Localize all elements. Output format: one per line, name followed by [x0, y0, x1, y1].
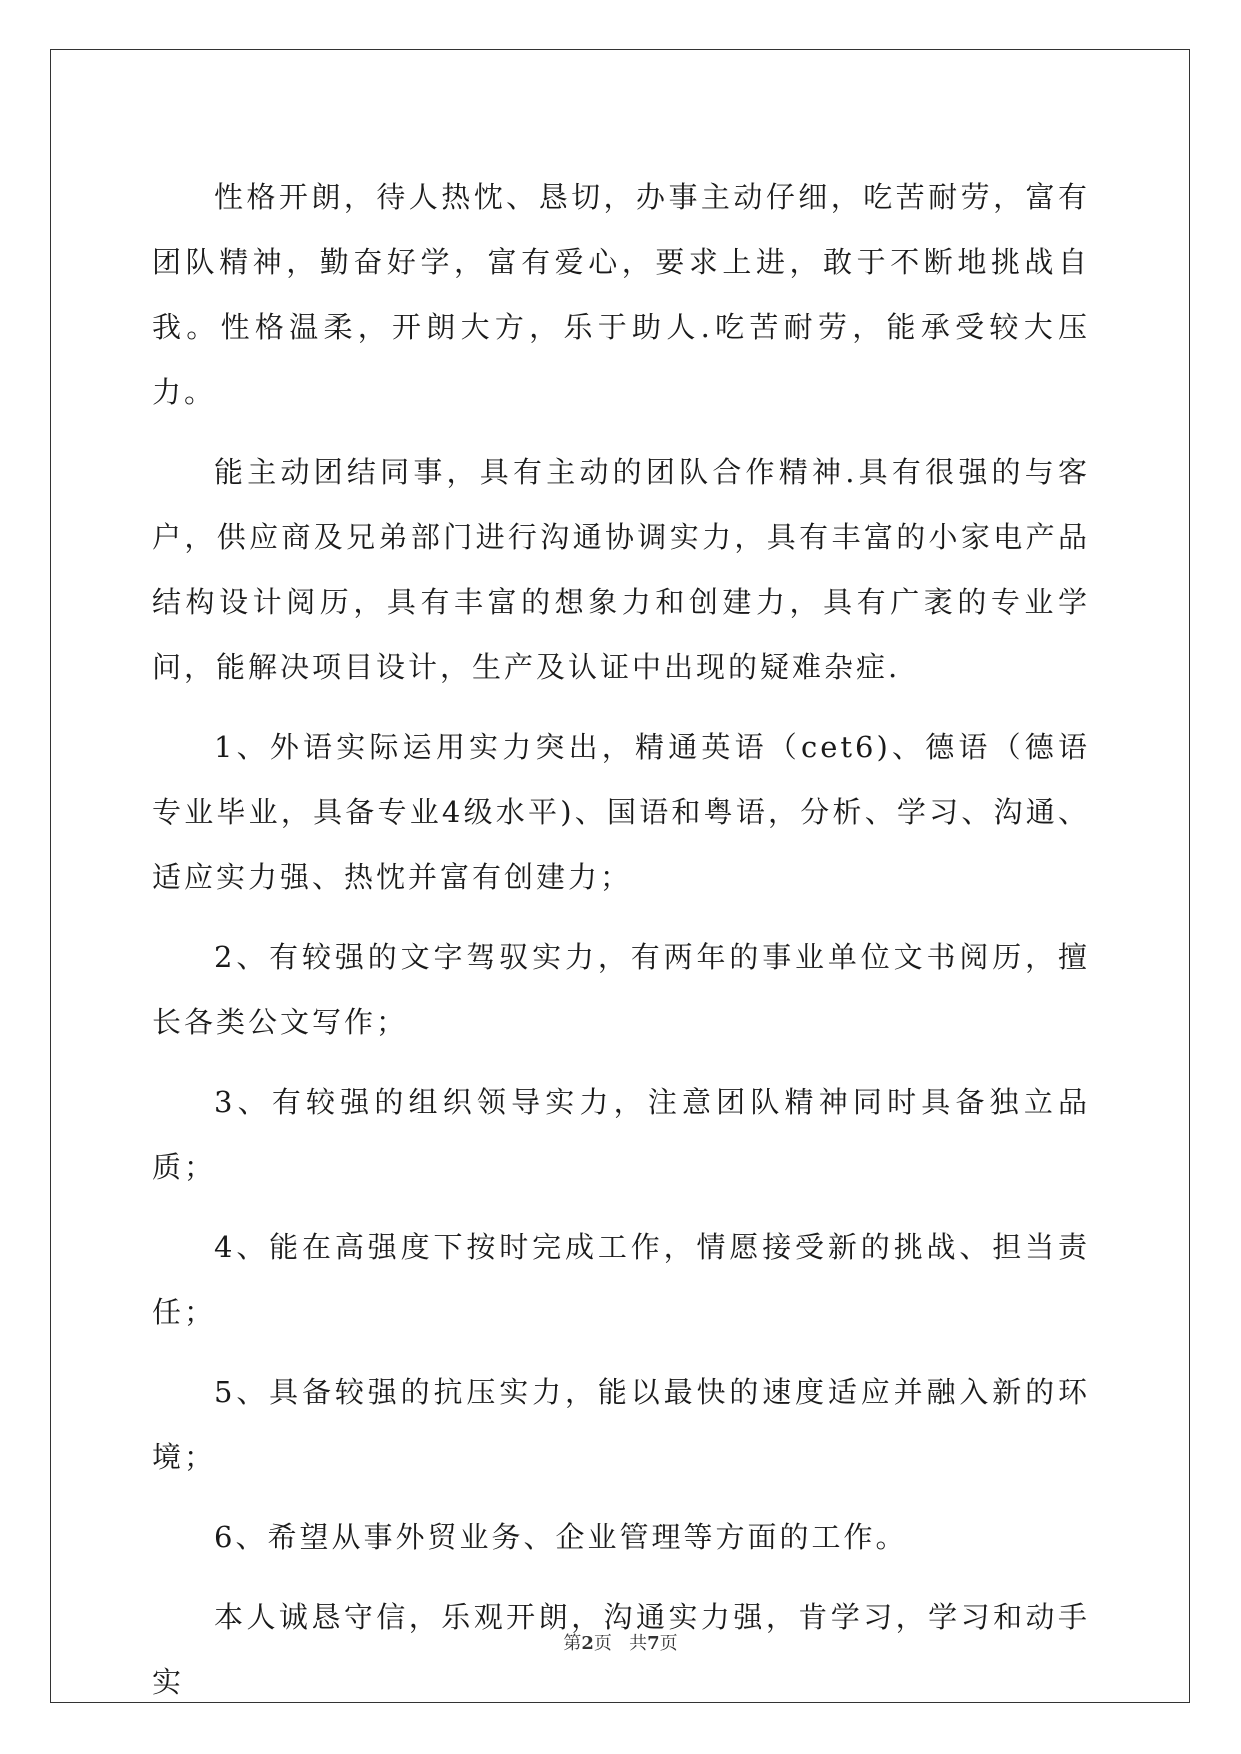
current-page-number: 2 [581, 1633, 594, 1654]
list-item: 6、希望从事外贸业务、企业管理等方面的工作。 [214, 1520, 908, 1554]
paragraph: 性格开朗，待人热忱、恳切，办事主动仔细，吃苦耐劳，富有团队精神，勤奋好学，富有爱心，要求上进，敢于不断地挑战自我。性格温柔，开朗大方，乐于助人.吃苦耐劳，能承受较大压力。 [152, 180, 1090, 409]
total-prefix: 共 [629, 1633, 648, 1654]
total-suffix: 页 [659, 1633, 678, 1654]
page-prefix: 第 [563, 1633, 582, 1654]
total-pages-number: 7 [647, 1633, 660, 1654]
paragraph: 能主动团结同事，具有主动的团队合作精神.具有很强的与客户，供应商及兄弟部门进行沟通协调实力，具有丰富的小家电产品结构设计阅历，具有丰富的想象力和创建力，具有广袤的专业学问，能解决项目设计，生产及认证中出现的疑难杂症. [152, 455, 1090, 684]
page-suffix: 页 [593, 1633, 612, 1654]
list-item: 5、具备较强的抗压实力，能以最快的速度适应并融入新的环境； [152, 1375, 1090, 1474]
list-item: 2、有较强的文字驾驭实力，有两年的事业单位文书阅历，擅长各类公文写作； [152, 940, 1090, 1039]
list-item: 1、外语实际运用实力突出，精通英语（cet6)、德语（德语专业毕业，具备专业4级水平)、国语和粤语，分析、学习、沟通、适应实力强、热忱并富有创建力； [152, 730, 1090, 894]
paragraph: 本人诚恳守信，乐观开朗，沟通实力强，肯学习，学习和动手实 [152, 1600, 1090, 1699]
list-item: 3、有较强的组织领导实力，注意团队精神同时具备独立品质； [152, 1085, 1090, 1184]
list-item: 4、能在高强度下按时完成工作，情愿接受新的挑战、担当责任； [152, 1230, 1090, 1329]
document-body [152, 165, 1090, 1730]
page-footer [0, 1629, 1241, 1655]
